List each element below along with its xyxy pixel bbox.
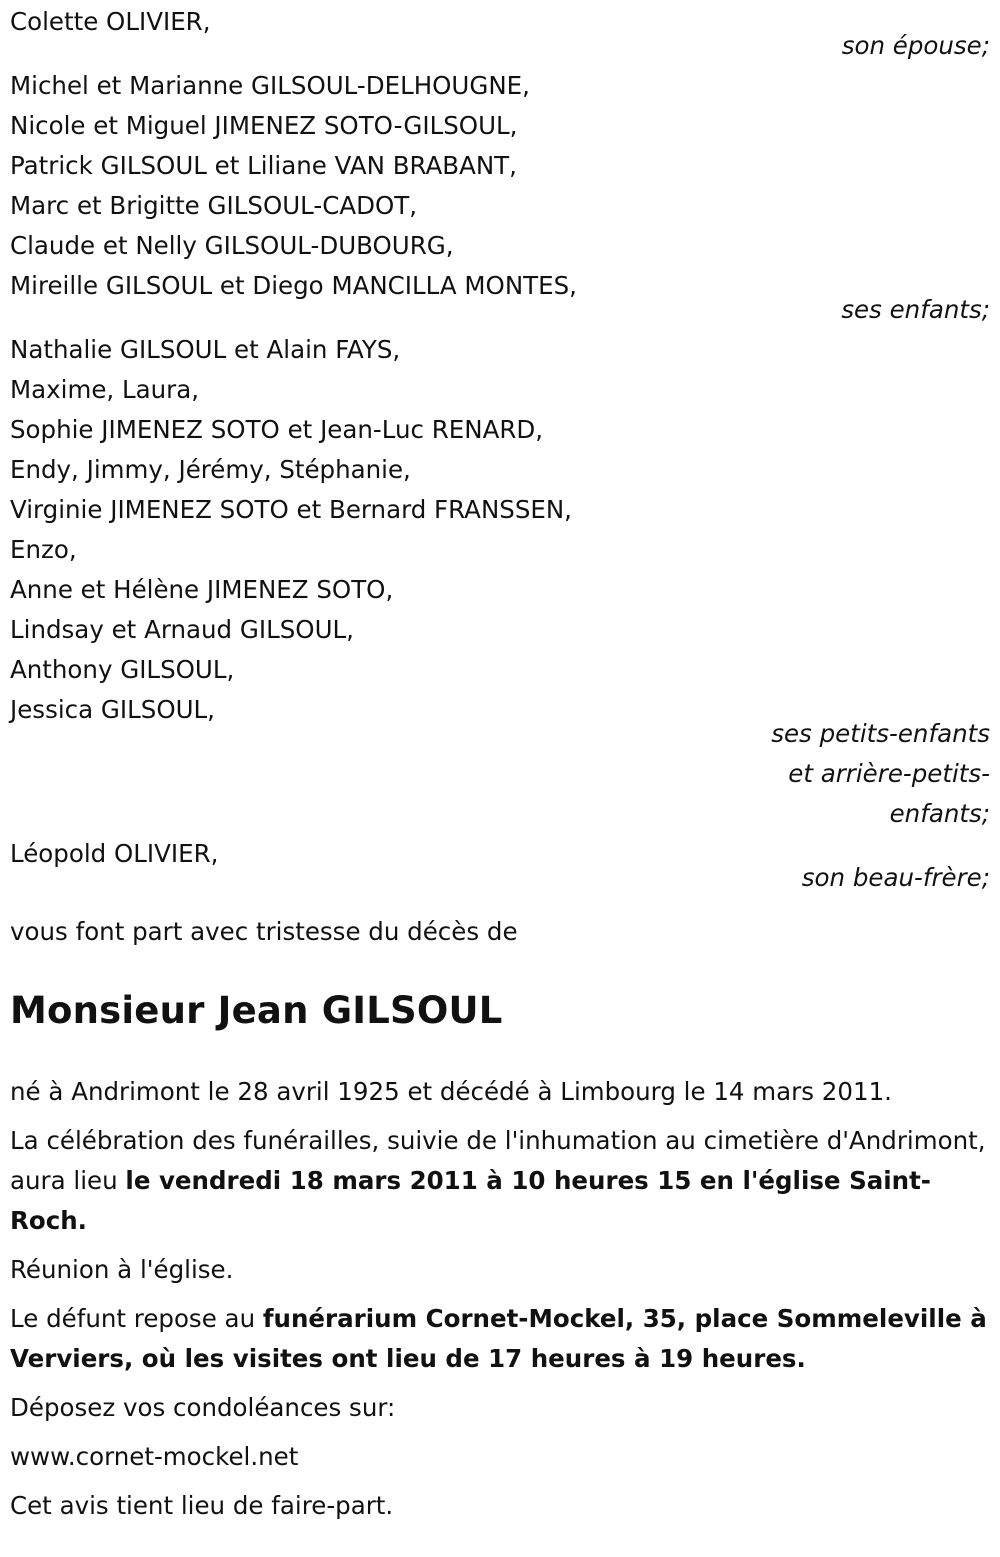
ceremony-text: La célébration des funérailles, suivie de l'inhumation au cimetière d'Andrimont, aura lieu [10,1126,986,1195]
role-label: son épouse; [841,31,990,60]
obituary-notice [0,2,1000,1526]
grandchild-name: Maxime, Laura, [10,375,200,404]
child-name: Nicole et Miguel JIMENEZ SOTO-GILSOUL, [10,111,518,140]
brother-in-law-group [10,834,990,898]
grandchild-name: Anthony GILSOUL, [10,655,235,684]
grandchildren-role [10,714,990,834]
spouse-name: Colette OLIVIER, [10,7,211,36]
condolences-label: Déposez vos condoléances sur: [10,1393,396,1422]
role-label: et arrière-petits- [788,759,990,788]
repose-paragraph [10,1299,990,1379]
ceremony-paragraph [10,1121,990,1241]
role-label: ses petits-enfants [771,719,990,748]
ceremony-date-place: le vendredi 18 mars 2011 à 10 heures 15 en l'église Saint-Roch. [10,1166,931,1235]
funerarium-details: funérarium Cornet-Mockel, 35, place Sommeleville à Verviers, où les visites ont lieu de 17 heures à 19 heures. [10,1304,987,1373]
closing-line: Cet avis tient lieu de faire-part. [10,1491,394,1520]
repose-text: Le défunt repose au [10,1304,263,1333]
grandchild-name: Virginie JIMENEZ SOTO et Bernard FRANSSEN, [10,495,572,524]
grandchild-name: Sophie JIMENEZ SOTO et Jean-Luc RENARD, [10,415,544,444]
spouse-group [10,2,990,66]
role-label: ses enfants; [841,295,990,324]
grandchildren-group [10,330,990,834]
grandchild-name: Endy, Jimmy, Jérémy, Stéphanie, [10,455,411,484]
grandchild-name: Nathalie GILSOUL et Alain FAYS, [10,335,401,364]
grandchild-name: Anne et Hélène JIMENEZ SOTO, [10,575,394,604]
grandchild-name: Lindsay et Arnaud GILSOUL, [10,615,354,644]
role-label: son beau-frère; [801,863,990,892]
child-name: Claude et Nelly GILSOUL-DUBOURG, [10,231,454,260]
deceased-name: Monsieur Jean GILSOUL [10,989,503,1032]
birth-death-line: né à Andrimont le 28 avril 1925 et décédé à Limbourg le 14 mars 2011. [10,1077,892,1106]
role-label: enfants; [889,799,990,828]
brother-in-law-name: Léopold OLIVIER, [10,839,219,868]
grandchild-name: Jessica GILSOUL, [10,695,215,724]
reunion-line: Réunion à l'église. [10,1255,234,1284]
child-name: Patrick GILSOUL et Liliane VAN BRABANT, [10,151,517,180]
child-name: Marc et Brigitte GILSOUL-CADOT, [10,191,417,220]
grandchild-name: Enzo, [10,535,77,564]
child-name: Michel et Marianne GILSOUL-DELHOUGNE, [10,71,530,100]
child-name: Mireille GILSOUL et Diego MANCILLA MONTES, [10,271,577,300]
website-link[interactable]: www.cornet-mockel.net [10,1442,299,1471]
children-group [10,66,990,330]
announcement: vous font part avec tristesse du décès de [10,917,518,946]
